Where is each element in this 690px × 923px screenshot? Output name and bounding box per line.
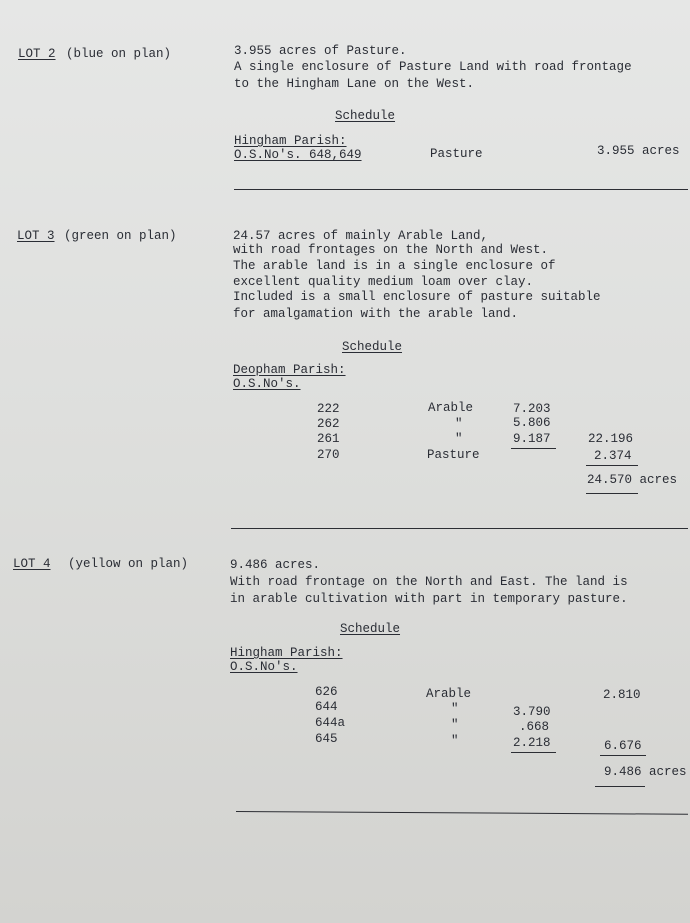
lot-4-desc-line-1: 9.486 acres. bbox=[230, 558, 321, 572]
lot-3-desc-line-1: 24.57 acres of mainly Arable Land, bbox=[233, 229, 489, 243]
lot-4-os-heading: O.S.No's. bbox=[230, 660, 298, 674]
lot-4-row-use: Arable bbox=[426, 687, 472, 701]
lot-3-row-use: Pasture bbox=[427, 448, 480, 462]
lot-3-row-sub: 9.187 bbox=[513, 432, 551, 446]
lot-4-total-underline bbox=[600, 755, 646, 756]
lot-4-row-use: " bbox=[451, 734, 459, 748]
lot-4-row-use: " bbox=[451, 702, 459, 716]
lot-2-schedule-heading: Schedule bbox=[335, 109, 396, 123]
lot-4-row-use: " bbox=[451, 718, 459, 732]
lot-4-row-total: 6.676 bbox=[604, 739, 642, 753]
lot-4-grand-total: 9.486 acres bbox=[604, 765, 687, 779]
lot-3-plan-note: (green on plan) bbox=[64, 229, 177, 243]
lot-4-subtotal-underline bbox=[511, 752, 556, 753]
lot-3-row-no: 262 bbox=[317, 417, 340, 431]
lot-4-row-sub: .668 bbox=[519, 720, 550, 734]
lot-3-row-use: Arable bbox=[428, 401, 474, 415]
lot-3-grand-total-underline bbox=[586, 493, 638, 494]
lot-3-row-sub: 7.203 bbox=[513, 402, 551, 416]
lot-3-desc-line-5: Included is a small enclosure of pasture suitable bbox=[233, 290, 601, 304]
lot-4-row-no: 626 bbox=[315, 685, 338, 699]
lot-2-acres: 3.955 acres bbox=[597, 144, 680, 158]
lot-4-row-sub: 2.218 bbox=[513, 736, 551, 750]
lot-4-desc-line-3: in arable cultivation with part in temporary pasture. bbox=[230, 592, 628, 606]
lot-2-parish: Hingham Parish: bbox=[234, 134, 347, 148]
lot-2-desc-line-2: A single enclosure of Pasture Land with road frontage bbox=[234, 60, 632, 74]
lot-4-grand-total-underline bbox=[595, 786, 645, 787]
lot-4-row-no: 644a bbox=[315, 716, 346, 730]
lot-3-parish: Deopham Parish: bbox=[233, 363, 346, 377]
lot-3-row-no: 222 bbox=[317, 402, 340, 416]
lot-3-label: LOT 3 bbox=[17, 229, 55, 243]
lot-3-total-underline bbox=[586, 465, 638, 466]
lot-3-desc-line-3: The arable land is in a single enclosure of bbox=[233, 259, 556, 273]
lot-4-row-no: 645 bbox=[315, 732, 338, 746]
lot-3-desc-line-4: excellent quality medium loam over clay. bbox=[233, 275, 534, 289]
lot-3-desc-line-6: for amalgamation with the arable land. bbox=[233, 307, 519, 321]
lot-4-row-sub: 3.790 bbox=[513, 705, 551, 719]
lot-2-plan-note: (blue on plan) bbox=[66, 47, 172, 61]
lot-2-divider bbox=[234, 189, 688, 190]
lot-2-os-numbers: O.S.No's. 648,649 bbox=[234, 148, 362, 162]
lot-2-desc-line-3: to the Hingham Lane on the West. bbox=[234, 77, 475, 91]
lot-3-divider bbox=[231, 528, 688, 529]
lot-4-row-total: 2.810 bbox=[603, 688, 641, 702]
lot-3-row-sub: 5.806 bbox=[513, 416, 551, 430]
lot-4-label: LOT 4 bbox=[13, 557, 51, 571]
lot-3-os-heading: O.S.No's. bbox=[233, 377, 301, 391]
lot-3-row-total: 2.374 bbox=[594, 449, 632, 463]
lot-4-desc-line-2: With road frontage on the North and East. The land is bbox=[230, 575, 628, 589]
lot-3-row-no: 270 bbox=[317, 448, 340, 462]
lot-3-subtotal-underline bbox=[511, 448, 556, 449]
lot-3-schedule-heading: Schedule bbox=[342, 340, 403, 354]
lot-3-row-no: 261 bbox=[317, 432, 340, 446]
lot-3-row-use: " bbox=[455, 417, 463, 431]
lot-4-plan-note: (yellow on plan) bbox=[68, 557, 189, 571]
lot-3-desc-line-2: with road frontages on the North and West. bbox=[233, 243, 549, 257]
lot-4-schedule-heading: Schedule bbox=[340, 622, 401, 636]
lot-2-use: Pasture bbox=[430, 147, 483, 161]
lot-3-row-total: 22.196 bbox=[588, 432, 634, 446]
lot-4-parish: Hingham Parish: bbox=[230, 646, 343, 660]
lot-2-label: LOT 2 bbox=[18, 47, 56, 61]
lot-4-divider bbox=[236, 811, 688, 815]
lot-3-row-use: " bbox=[455, 432, 463, 446]
lot-2-desc-line-1: 3.955 acres of Pasture. bbox=[234, 44, 407, 58]
lot-4-row-no: 644 bbox=[315, 700, 338, 714]
lot-3-grand-total: 24.570 acres bbox=[587, 473, 678, 487]
